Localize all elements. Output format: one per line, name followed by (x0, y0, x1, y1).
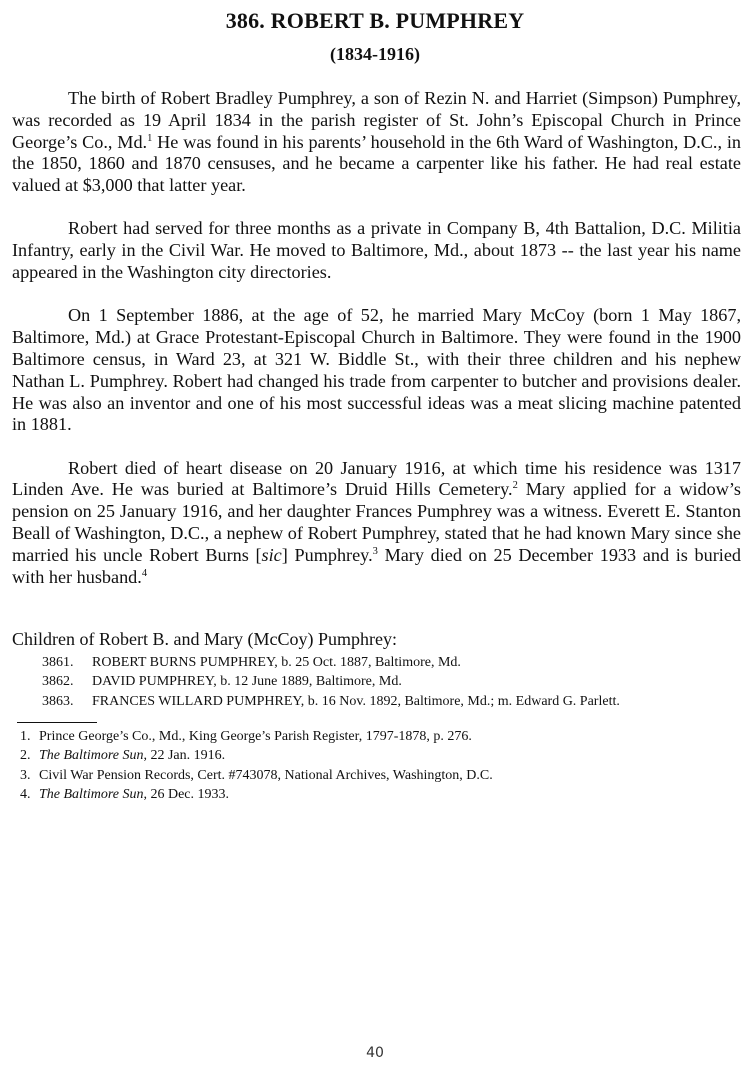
child-entry (12, 672, 741, 691)
paragraph (12, 458, 741, 589)
text-run: ] Pumphrey. (281, 544, 373, 565)
italic-text: The Baltimore Sun (39, 748, 144, 764)
child-number: 3862. (42, 674, 74, 690)
text-run: , 22 Jan. 1916. (143, 748, 226, 764)
paragraph (12, 305, 741, 436)
footnote (20, 766, 740, 785)
child-entry (12, 653, 741, 672)
footnote (20, 727, 740, 746)
footnote (20, 746, 740, 765)
text-run: Robert had served for three months as a private in Company B, 4th Battalion, D.C. Militia Infantry, early in the Civil War. He moved to Baltimore, Md., about 1873 -- the last year his name appeared in the Washington city directories. (12, 218, 741, 283)
italic-text: sic (261, 544, 282, 565)
footnote-marker: 3. (20, 767, 31, 783)
text-run: The birth of Robert Bradley Pumphrey, a son of Rezin N. and Harriet (Simpson) Pumphrey, was recorded as 19 April 1834 in the parish register of St. John’s Episcopal Church in Prince George’s Co., Md. (12, 88, 741, 152)
footnote-marker: 1. (20, 729, 31, 744)
text-run: , 26 Dec. 1933. (143, 787, 230, 803)
text-run: On 1 September 1886, at the age of 52, he married Mary McCoy (born 1 May 1867, Baltimore, Md.) at Grace Protestant-Episcopal Church in Baltimore. They were found in the 1900 Baltimore census, in Ward 23, at 321 W. Biddle St., with their three children and his nephew Nathan L. Pumphrey. Robert had changed his trade from carpenter to butcher and provisions dealer. He was also an inventor and one of his most successful ideas was a meat slicing machine patented in 1881. (12, 305, 741, 435)
paragraph (12, 88, 741, 197)
text-run: Mary applied for a widow’s pension on 25 January 1916, and her daughter Frances Pumphrey was a witness. Everett E. Stanton Beall of Washington, D.C., a nephew of Robert Pumphrey, stated that he had known Mary since she married his uncle Robert Burns [ (12, 479, 741, 565)
children-section (12, 628, 741, 711)
footnote (20, 785, 740, 804)
footnotes (20, 727, 740, 805)
child-text: DAVID PUMPHREY, b. 12 June 1889, Baltimore, Md. (92, 674, 402, 690)
page-number: 40 (366, 1045, 384, 1061)
children-heading: Children of Robert B. and Mary (McCoy) Pumphrey: (12, 629, 397, 649)
footnote-marker: 4. (20, 787, 31, 803)
child-entry (12, 692, 741, 711)
footnote-ref: 1 (147, 132, 153, 144)
page-title: 386. ROBERT B. PUMPHREY (225, 8, 525, 33)
footnote-ref: 2 (512, 480, 518, 492)
paragraph (12, 218, 741, 283)
child-text: ROBERT BURNS PUMPHREY, b. 25 Oct. 1887, Baltimore, Md. (92, 655, 461, 670)
italic-text: The Baltimore Sun (39, 787, 144, 803)
child-number: 3861. (42, 655, 74, 670)
footnote-divider (17, 722, 97, 723)
text-run: Robert died of heart disease on 20 January 1916, at which time his residence was 1317 Linden Ave. He was buried at Baltimore’s Druid Hills Cemetery. (12, 457, 741, 500)
footnote-marker: 2. (20, 748, 31, 764)
text-run: Prince George’s Co., Md., King George’s Parish Register, 1797-1878, p. 276. (39, 729, 472, 744)
child-text: FRANCES WILLARD PUMPHREY, b. 16 Nov. 1892, Baltimore, Md.; m. Edward G. Parlett. (92, 693, 620, 709)
text-run: Mary died on 25 December 1933 and is buried with her husband. (12, 544, 741, 587)
child-number: 3863. (42, 693, 74, 709)
footnote-ref: 4 (141, 567, 148, 579)
life-dates: (1834-1916) (330, 44, 420, 64)
footnote-ref: 3 (372, 545, 378, 557)
text-run: Civil War Pension Records, Cert. #743078, National Archives, Washington, D.C. (39, 767, 493, 783)
text-run: He was found in his parents’ household in the 6th Ward of Washington, D.C., in the 1850, 1860 and 1870 censuses, and he became a carpenter like his father. He had real estate valued at $3,000 that latter year. (12, 131, 741, 196)
biography-body (12, 88, 741, 610)
